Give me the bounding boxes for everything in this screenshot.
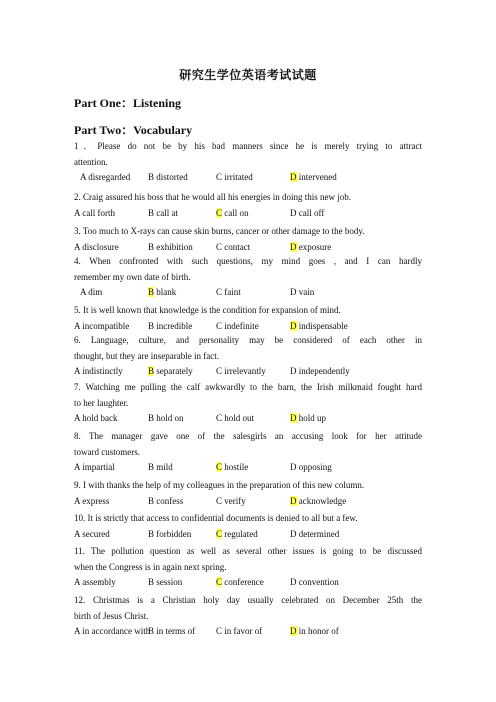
option-b[interactable]: B hold on	[148, 413, 184, 423]
option-d[interactable]: D opposing	[290, 462, 332, 472]
option-d[interactable]: D determined	[290, 528, 340, 539]
option-c[interactable]: C in favor of	[216, 626, 263, 636]
option-d[interactable]: D intervened	[290, 172, 337, 182]
option-c[interactable]: C contact	[216, 241, 251, 252]
option-b[interactable]: B call at	[148, 207, 178, 218]
option-b[interactable]: B separately	[148, 366, 193, 376]
option-c[interactable]: C indefinite	[216, 320, 259, 331]
question-stem-line: when the Congress is in again next spring.	[74, 561, 227, 572]
question-stem-line: 3. Too much to X-rays can cause skin burns, cancer or other damage to the body.	[74, 226, 365, 236]
option-a[interactable]: A in accordance with	[74, 626, 151, 636]
option-c[interactable]: C call on	[216, 207, 249, 218]
option-d[interactable]: D independently	[290, 366, 350, 376]
option-a[interactable]: A secured	[74, 528, 110, 539]
question-stem-line: thought, but they are inseparable in fact.	[74, 350, 219, 361]
answer-highlight: D	[290, 413, 297, 423]
option-c[interactable]: C verify	[216, 495, 246, 506]
part-one-heading: Part One：Listening	[74, 96, 181, 110]
answer-highlight: D	[290, 626, 297, 636]
question-stem-line: 7. Watching me pulling the calf awkwardly to the barn, the Irish milkmaid fought hard	[74, 382, 422, 392]
answer-highlight: D	[290, 320, 297, 331]
option-a[interactable]: A incompatible	[74, 320, 130, 331]
question-stem-line: 4. When confronted with such questions, my mind goes , and I can hardly	[74, 256, 422, 266]
option-d[interactable]: D in honor of	[290, 626, 339, 636]
document-title: 研究生学位英语考试试题	[179, 68, 317, 82]
option-b[interactable]: B in terms of	[148, 626, 196, 636]
question-stem-line: 5. It is well known that knowledge is the condition for expansion of mind.	[74, 305, 341, 315]
option-a[interactable]: A disregarded	[80, 172, 131, 182]
option-c[interactable]: C regulated	[216, 528, 258, 539]
answer-highlight: B	[148, 366, 155, 376]
option-d[interactable]: D exposure	[290, 241, 332, 252]
question-stem-line: to her laughter.	[74, 397, 129, 408]
answer-highlight: D	[290, 241, 297, 252]
option-b[interactable]: B mild	[148, 462, 173, 472]
option-b[interactable]: B forbidden	[148, 528, 192, 539]
question-stem-line: 11. The pollution question as well as several other issues is going to be discussed	[74, 546, 422, 556]
option-b[interactable]: B exhibition	[148, 241, 193, 252]
option-d[interactable]: D call off	[290, 207, 325, 218]
question-stem-line: toward customers.	[74, 446, 140, 457]
answer-highlight: D	[290, 172, 297, 182]
option-a[interactable]: A disclosure	[74, 241, 119, 252]
part-two-heading: Part Two：Vocabulary	[74, 123, 193, 137]
answer-highlight: C	[216, 462, 223, 472]
question-stem-line: birth of Jesus Christ.	[74, 610, 149, 621]
option-b[interactable]: B distorted	[148, 172, 188, 182]
question-stem-line: 6. Language, culture, and personality may be considered of each other in	[74, 335, 422, 345]
option-d[interactable]: D vain	[290, 287, 315, 297]
option-a[interactable]: A call forth	[74, 207, 115, 218]
question-stem-line: 9. I with thanks the help of my colleagues in the preparation of this new column.	[74, 480, 365, 490]
option-a[interactable]: A indistinctly	[74, 366, 123, 376]
option-b[interactable]: B blank	[148, 287, 177, 297]
option-a[interactable]: A impartial	[74, 462, 115, 472]
question-stem-line: remember my own date of birth.	[74, 271, 191, 282]
option-a[interactable]: A express	[74, 495, 110, 506]
question-stem-line: 10. It is strictly that access to confidential documents is denied to all but a few.	[74, 513, 358, 523]
answer-highlight: C	[216, 528, 223, 539]
option-a[interactable]: A dim	[80, 287, 103, 297]
option-d[interactable]: D acknowledge	[290, 495, 347, 506]
option-c[interactable]: C faint	[216, 287, 241, 297]
question-stem-line: 12. Christmas is a Christian holy day usually celebrated on December 25th the	[74, 595, 422, 605]
option-d[interactable]: D hold up	[290, 413, 327, 423]
option-b[interactable]: B incredible	[148, 320, 193, 331]
option-c[interactable]: C irrelevantly	[216, 366, 266, 376]
question-stem-line: attention.	[74, 156, 108, 167]
option-d[interactable]: D convention	[290, 577, 339, 587]
question-stem-line: 1．Please do not be by his bad manners since he is merely trying to attract	[74, 141, 422, 151]
answer-highlight: C	[216, 577, 223, 587]
question-stem-line: 8. The manager gave one of the salesgirls an accusing look for her attitude	[74, 431, 422, 441]
option-a[interactable]: A assembly	[74, 577, 116, 587]
option-b[interactable]: B confess	[148, 495, 184, 506]
answer-highlight: D	[290, 495, 297, 506]
option-b[interactable]: B session	[148, 577, 183, 587]
option-d[interactable]: D indispensable	[290, 320, 348, 331]
option-c[interactable]: C hostile	[216, 462, 249, 472]
option-c[interactable]: C irritated	[216, 172, 253, 182]
option-c[interactable]: C hold out	[216, 413, 255, 423]
answer-highlight: C	[216, 207, 223, 218]
answer-highlight: B	[148, 287, 155, 297]
question-stem-line: 2. Craig assured his boss that he would all his energies in doing this new job.	[74, 192, 352, 202]
option-a[interactable]: A hold back	[74, 413, 118, 423]
option-c[interactable]: C conference	[216, 577, 264, 587]
